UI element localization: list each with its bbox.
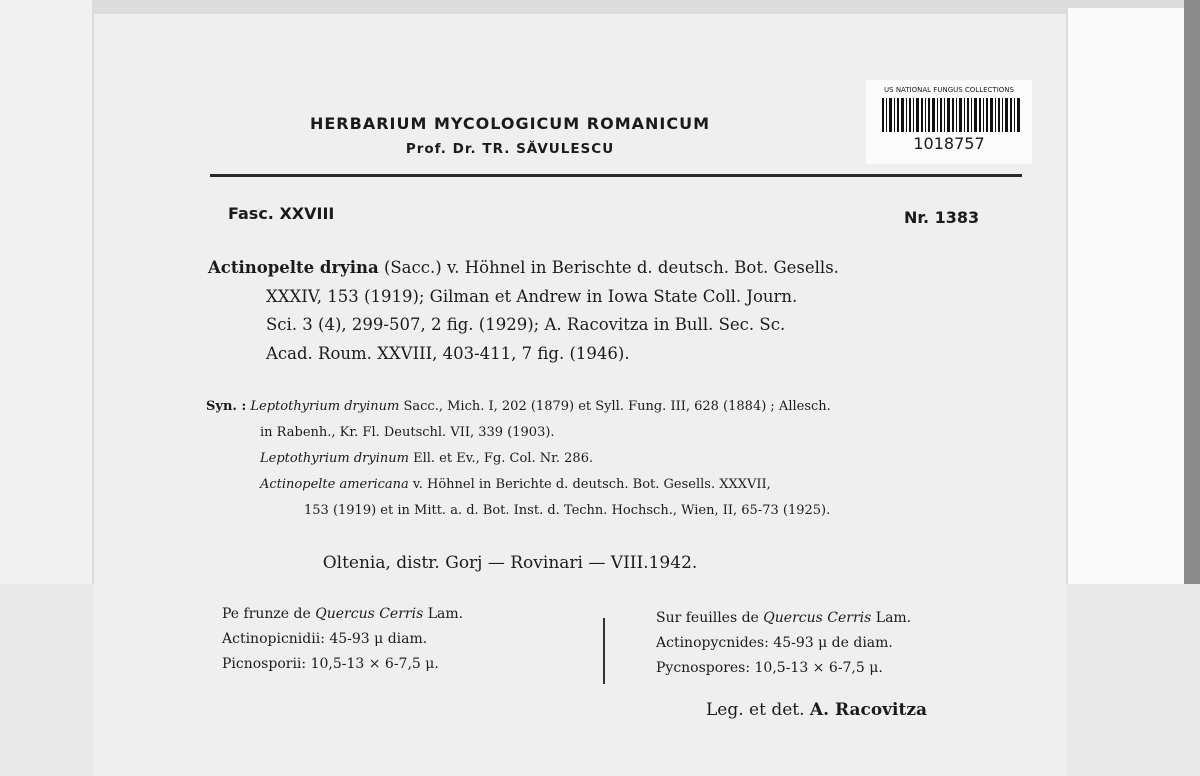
description-french bbox=[656, 606, 911, 681]
romanian-host-suffix: Lam. bbox=[427, 606, 464, 622]
synonym-1-name: Leptothyrium dryinum bbox=[250, 399, 400, 414]
romanian-spores: Picnosporii: 10,5-13 × 6-7,5 μ. bbox=[222, 656, 439, 672]
background-edge-right bbox=[1184, 0, 1200, 590]
synonym-3-line-2: 153 (1919) et in Mitt. a. d. Bot. Inst. d. Techn. Hochsch., Wien, II, 65-73 (1925). bbox=[304, 503, 831, 518]
citation-line-3: Sci. 3 (4), 299-507, 2 fig. (1929); A. Racovitza in Bull. Sec. Sc. bbox=[266, 315, 786, 334]
romanian-host-prefix: Pe frunze de bbox=[222, 606, 311, 622]
synonym-2-rest: Ell. et Ev., Fg. Col. Nr. 286. bbox=[413, 451, 594, 466]
synonym-2-name: Leptothyrium dryinum bbox=[260, 451, 409, 466]
collector-prefix: Leg. et det. bbox=[706, 700, 805, 720]
species-author: (Sacc.) bbox=[383, 258, 442, 277]
barcode-sticker bbox=[866, 80, 1032, 164]
french-host-suffix: Lam. bbox=[875, 610, 912, 626]
romanian-pycnidia: Actinopicnidii: 45-93 μ diam. bbox=[222, 631, 428, 647]
french-host-name: Quercus Cerris bbox=[763, 610, 872, 626]
herbarium-label bbox=[94, 14, 1066, 776]
species-name: Actinopelte dryina bbox=[208, 258, 379, 277]
barcode-title: US NATIONAL FUNGUS COLLECTIONS bbox=[884, 86, 1014, 94]
collector-name: A. Racovitza bbox=[809, 700, 928, 720]
french-spores: Pycnospores: 10,5-13 × 6-7,5 μ. bbox=[656, 660, 883, 676]
species-citation bbox=[208, 254, 1028, 368]
romanian-host-line bbox=[222, 602, 463, 627]
column-divider bbox=[603, 618, 605, 684]
citation-line-2: XXXIV, 153 (1919); Gilman et Andrew in Iowa State Coll. Journ. bbox=[266, 286, 798, 306]
description-romanian bbox=[222, 602, 463, 677]
synonym-3 bbox=[206, 472, 1026, 498]
french-host-prefix: Sur feuilles de bbox=[656, 610, 759, 626]
collector-line bbox=[706, 700, 927, 720]
synonym-1-line-2: in Rabenh., Kr. Fl. Deutschl. VII, 339 (1903). bbox=[260, 425, 555, 440]
header-divider bbox=[210, 174, 1022, 177]
fascicle-number: Fasc. XXVIII bbox=[228, 204, 335, 223]
synonyms-block bbox=[206, 394, 1026, 524]
citation-line-1: v. Höhnel in Berischte d. deutsch. Bot. Gesells. bbox=[446, 258, 839, 277]
synonym-1-line-1: Sacc., Mich. I, 202 (1879) et Syll. Fung. III, 628 (1884) ; Allesch. bbox=[403, 399, 831, 414]
synonym-label: Syn. : bbox=[206, 399, 247, 414]
professor-line: Prof. Dr. TR. SĂVULESCU bbox=[405, 141, 615, 157]
french-pycnidia: Actinopycnides: 45-93 μ de diam. bbox=[656, 635, 893, 651]
citation-line-4: Acad. Roum. XXVIII, 403-411, 7 fig. (1946). bbox=[266, 343, 630, 363]
institution-title: HERBARIUM MYCOLOGICUM ROMANICUM bbox=[309, 114, 711, 133]
collection-locality: Oltenia, distr. Gorj — Rovinari — VIII.1942. bbox=[322, 553, 698, 573]
synonym-2 bbox=[206, 446, 1026, 472]
synonym-3-line-1: v. Höhnel in Berichte d. deutsch. Bot. Gesells. XXXVII, bbox=[412, 477, 771, 492]
background-sheet-right bbox=[1068, 8, 1184, 584]
barcode-number: 1018757 bbox=[913, 134, 985, 153]
romanian-host-name: Quercus Cerris bbox=[315, 606, 424, 622]
french-host-line bbox=[656, 606, 911, 631]
barcode-bars-icon bbox=[882, 98, 1020, 132]
specimen-number: Nr. 1383 bbox=[904, 208, 980, 227]
synonym-1 bbox=[206, 394, 1026, 420]
synonym-3-name: Actinopelte americana bbox=[260, 477, 409, 492]
